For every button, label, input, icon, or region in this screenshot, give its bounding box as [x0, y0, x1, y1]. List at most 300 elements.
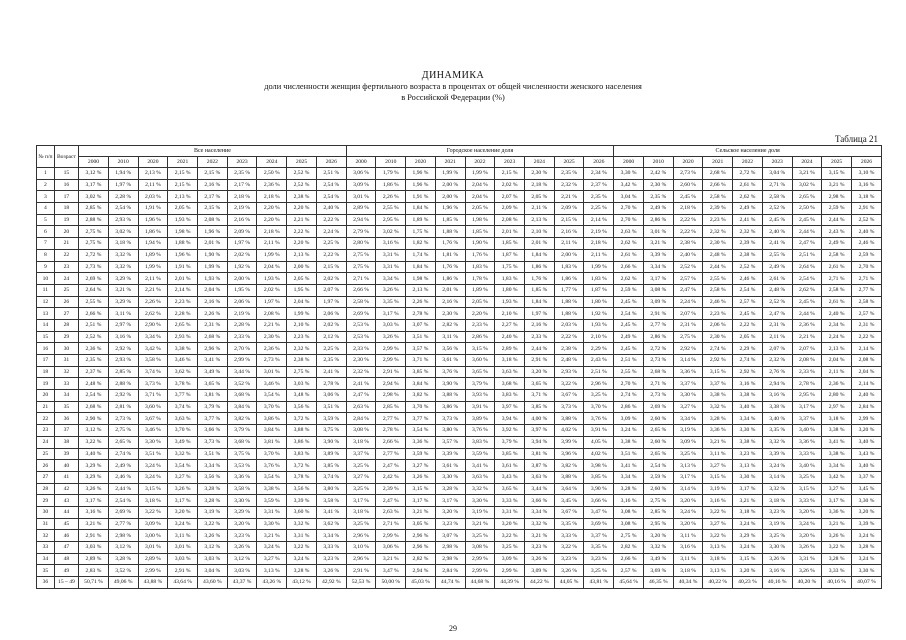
- cell-urban: 3,96 %: [554, 448, 584, 460]
- cell-all: 2,26 %: [138, 296, 168, 308]
- cell-rural: 3,20 %: [851, 506, 881, 518]
- cell-urban: 3,73 %: [554, 401, 584, 413]
- cell-rural: 2,36 %: [792, 319, 822, 331]
- cell-all: 2,15 %: [168, 168, 198, 180]
- cell-all: 3,23 %: [316, 553, 346, 565]
- cell-urban: 3,37 %: [346, 448, 376, 460]
- cell-rural: 2,34 %: [822, 319, 852, 331]
- cell-all: 3,48 %: [287, 390, 317, 402]
- cell-rural: 3,18 %: [673, 565, 703, 577]
- cell-rural: 3,18 %: [762, 495, 792, 507]
- cell-urban: 1,76 %: [435, 261, 465, 273]
- cell-urban: 2,47 %: [346, 390, 376, 402]
- cell-urban: 3,44 %: [525, 483, 555, 495]
- cell-urban: 2,96 %: [584, 378, 614, 390]
- cell-urban: 2,40 %: [495, 331, 525, 343]
- cell-all: 3,17 %: [79, 179, 109, 191]
- cell-rural: 2,57 %: [733, 296, 763, 308]
- cell-all: 2,35 %: [79, 355, 109, 367]
- row-age: 25: [54, 284, 78, 296]
- cell-all: 2,11 %: [138, 179, 168, 191]
- cell-rural: 3,27 %: [673, 401, 703, 413]
- cell-urban: 2,85 %: [376, 401, 406, 413]
- cell-urban: 3,31 %: [376, 249, 406, 261]
- cell-rural: 3,18 %: [851, 191, 881, 203]
- cell-all: 3,20 %: [227, 518, 257, 530]
- cell-urban: 3,41 %: [465, 460, 495, 472]
- cell-all: 2,74 %: [108, 448, 138, 460]
- cell-rural: 3,15 %: [703, 366, 733, 378]
- cell-all: 3,65 %: [198, 378, 228, 390]
- cell-urban: 2,58 %: [346, 296, 376, 308]
- cell-urban: 3,63 %: [465, 471, 495, 483]
- cell-all: 3,11 %: [108, 308, 138, 320]
- cell-urban: 1,90 %: [465, 238, 495, 250]
- cell-all: 3,29 %: [79, 471, 109, 483]
- cell-all: 3,12 %: [227, 553, 257, 565]
- cell-all: 1,97 %: [227, 238, 257, 250]
- cell-all: 3,78 %: [287, 471, 317, 483]
- cell-urban: 1,83 %: [554, 261, 584, 273]
- cell-all: 2,90 %: [79, 413, 109, 425]
- cell-rural: 3,30 %: [733, 471, 763, 483]
- cell-all: 3,51 %: [198, 448, 228, 460]
- cell-urban: 2,42 %: [376, 471, 406, 483]
- cell-urban: 3,07 %: [406, 319, 436, 331]
- cell-rural: 3,40 %: [792, 460, 822, 472]
- cell-all: 3,32 %: [287, 518, 317, 530]
- cell-rural: 3,33 %: [792, 448, 822, 460]
- cell-all: 3,83 %: [287, 448, 317, 460]
- cell-all: 3,88 %: [287, 425, 317, 437]
- row-age: 19: [54, 214, 78, 226]
- cell-rural: 2,59 %: [643, 471, 673, 483]
- cell-urban: 2,55 %: [376, 203, 406, 215]
- cell-all: 3,17 %: [79, 495, 109, 507]
- cell-rural: 2,31 %: [762, 319, 792, 331]
- cell-all: 2,02 %: [227, 249, 257, 261]
- cell-all: 3,26 %: [79, 483, 109, 495]
- table-row: [37, 460, 882, 472]
- cell-urban: 1,93 %: [584, 319, 614, 331]
- cell-urban: 3,06 %: [346, 168, 376, 180]
- header-year-all: 2020: [138, 157, 168, 168]
- cell-rural: 2,22 %: [851, 331, 881, 343]
- cell-urban: 3,26 %: [376, 331, 406, 343]
- cell-urban: 1,99 %: [465, 168, 495, 180]
- cell-all: 3,24 %: [138, 460, 168, 472]
- cell-urban: 3,94 %: [495, 413, 525, 425]
- cell-urban: 3,25 %: [495, 542, 525, 554]
- row-number: 4: [37, 203, 55, 215]
- cell-urban: 3,97 %: [495, 401, 525, 413]
- cell-rural: 2,40 %: [673, 249, 703, 261]
- cell-urban: 2,04 %: [465, 191, 495, 203]
- cell-urban: 2,37 %: [584, 179, 614, 191]
- cell-urban: 3,83 %: [495, 390, 525, 402]
- cell-rural: 3,15 %: [822, 168, 852, 180]
- cell-rural: 2,58 %: [822, 284, 852, 296]
- cell-urban: 2,79 %: [346, 226, 376, 238]
- cell-urban: 1,76 %: [525, 273, 555, 285]
- cell-rural: 3,33 %: [822, 565, 852, 577]
- cell-rural: 3,41 %: [614, 460, 644, 472]
- cell-all: 2,75 %: [287, 366, 317, 378]
- cell-all: 3,80 %: [316, 483, 346, 495]
- cell-rural: 2,49 %: [643, 203, 673, 215]
- cell-rural: 3,32 %: [643, 542, 673, 554]
- cell-rural: 3,26 %: [762, 553, 792, 565]
- cell-rural: 2,91 %: [851, 203, 881, 215]
- table-row: [37, 436, 882, 448]
- cell-urban: 2,11 %: [584, 249, 614, 261]
- cell-urban: 2,34 %: [584, 168, 614, 180]
- cell-urban: 3,25 %: [346, 483, 376, 495]
- table-row: [37, 577, 882, 589]
- cell-rural: 2,46 %: [733, 273, 763, 285]
- cell-rural: 2,05 %: [733, 331, 763, 343]
- cell-urban: 2,05 %: [465, 296, 495, 308]
- cell-rural: 2,44 %: [703, 261, 733, 273]
- cell-urban: 1,85 %: [465, 226, 495, 238]
- cell-all: 3,11 %: [168, 530, 198, 542]
- cell-rural: 2,69 %: [643, 401, 673, 413]
- cell-all: 3,79 %: [227, 425, 257, 437]
- cell-urban: 3,18 %: [495, 355, 525, 367]
- row-number: 27: [37, 471, 55, 483]
- cell-all: 2,08 %: [257, 308, 287, 320]
- row-number: 14: [37, 319, 55, 331]
- cell-urban: 3,15 %: [406, 483, 436, 495]
- cell-rural: 3,20 %: [643, 530, 673, 542]
- cell-urban: 2,32 %: [346, 366, 376, 378]
- cell-rural: 2,70 %: [851, 261, 881, 273]
- cell-rural: 2,70 %: [614, 214, 644, 226]
- cell-rural: 3,09 %: [614, 413, 644, 425]
- cell-urban: 4,02 %: [584, 448, 614, 460]
- cell-all: 3,53 %: [227, 460, 257, 472]
- cell-rural: 3,22 %: [822, 542, 852, 554]
- cell-all: 2,93 %: [168, 331, 198, 343]
- cell-all: 3,42 %: [138, 343, 168, 355]
- table-row: [37, 530, 882, 542]
- cell-rural: 3,37 %: [792, 413, 822, 425]
- cell-all: 3,33 %: [316, 542, 346, 554]
- cell-all: 2,54 %: [316, 179, 346, 191]
- row-number: 29: [37, 495, 55, 507]
- cell-urban: 3,47 %: [376, 565, 406, 577]
- cell-rural: 3,28 %: [822, 553, 852, 565]
- cell-rural: 3,40 %: [762, 413, 792, 425]
- cell-rural: 3,38 %: [822, 448, 852, 460]
- table-row: [37, 214, 882, 226]
- cell-urban: 3,32 %: [465, 483, 495, 495]
- cell-rural: 2,52 %: [851, 214, 881, 226]
- cell-all: 2,99 %: [227, 355, 257, 367]
- cell-rural: 2,32 %: [733, 226, 763, 238]
- cell-urban: 2,94 %: [346, 214, 376, 226]
- cell-urban: 3,43 %: [495, 471, 525, 483]
- cell-urban: 1,76 %: [465, 249, 495, 261]
- cell-urban: 3,11 %: [435, 331, 465, 343]
- cell-rural: 3,20 %: [733, 565, 763, 577]
- cell-all: 3,52 %: [227, 378, 257, 390]
- cell-all: 2,37 %: [79, 366, 109, 378]
- cell-rural: 3,32 %: [762, 483, 792, 495]
- cell-urban: 3,26 %: [525, 553, 555, 565]
- cell-rural: 3,28 %: [614, 483, 644, 495]
- cell-all: 2,54 %: [316, 191, 346, 203]
- table-row: [37, 553, 882, 565]
- cell-all: 1,94 %: [108, 168, 138, 180]
- cell-all: 3,29 %: [108, 296, 138, 308]
- cell-rural: 3,24 %: [762, 460, 792, 472]
- cell-all: 3,60 %: [138, 401, 168, 413]
- cell-rural: 2,29 %: [733, 343, 763, 355]
- cell-rural: 3,11 %: [703, 448, 733, 460]
- cell-rural: 3,45 %: [851, 483, 881, 495]
- cell-all: 2,91 %: [79, 530, 109, 542]
- cell-rural: 2,85 %: [643, 506, 673, 518]
- cell-all: 3,60 %: [287, 506, 317, 518]
- cell-rural: 3,04 %: [614, 191, 644, 203]
- cell-rural: 3,21 %: [733, 495, 763, 507]
- cell-urban: 3,07 %: [435, 530, 465, 542]
- cell-all: 2,20 %: [287, 238, 317, 250]
- cell-rural: 3,24 %: [614, 425, 644, 437]
- row-age: 32: [54, 366, 78, 378]
- cell-all: 2,05 %: [168, 203, 198, 215]
- cell-all: 3,09 %: [138, 518, 168, 530]
- cell-rural: 2,86 %: [643, 214, 673, 226]
- row-age: 36: [54, 413, 78, 425]
- header-year-rural: 2000: [614, 157, 644, 168]
- cell-rural: 3,16 %: [703, 495, 733, 507]
- cell-urban: 2,91 %: [346, 565, 376, 577]
- header-year-urban: 2000: [346, 157, 376, 168]
- cell-urban: 3,17 %: [346, 495, 376, 507]
- cell-urban: 1,87 %: [495, 249, 525, 261]
- cell-all: 2,38 %: [287, 191, 317, 203]
- cell-all: 2,02 %: [316, 273, 346, 285]
- row-number: 16: [37, 343, 55, 355]
- cell-rural: 3,24 %: [792, 518, 822, 530]
- cell-rural: 3,21 %: [703, 436, 733, 448]
- cell-rural: 2,58 %: [703, 191, 733, 203]
- cell-urban: 3,32 %: [525, 518, 555, 530]
- cell-urban: 1,99 %: [584, 261, 614, 273]
- cell-urban: 2,96 %: [406, 530, 436, 542]
- cell-urban: 2,33 %: [465, 319, 495, 331]
- cell-rural: 2,45 %: [733, 308, 763, 320]
- cell-rural: 2,45 %: [792, 214, 822, 226]
- cell-rural: 2,32 %: [762, 355, 792, 367]
- cell-rural: 2,74 %: [733, 355, 763, 367]
- cell-rural: 2,30 %: [703, 238, 733, 250]
- cell-urban: 1,82 %: [406, 238, 436, 250]
- cell-urban: 2,00 %: [435, 179, 465, 191]
- cell-rural: 3,21 %: [643, 238, 673, 250]
- cell-rural: 3,38 %: [733, 390, 763, 402]
- row-age: 23: [54, 261, 78, 273]
- row-number: 8: [37, 249, 55, 261]
- table-row: [37, 542, 882, 554]
- cell-urban: 1,97 %: [525, 308, 555, 320]
- cell-rural: 2,50 %: [792, 203, 822, 215]
- cell-rural: 3,34 %: [643, 261, 673, 273]
- table-row: [37, 390, 882, 402]
- cell-all: 2,36 %: [257, 343, 287, 355]
- cell-all: 1,90 %: [198, 249, 228, 261]
- cell-rural: 3,16 %: [673, 542, 703, 554]
- cell-urban: 2,99 %: [376, 343, 406, 355]
- cell-urban: 45,03 %: [406, 577, 436, 589]
- cell-all: 3,63 %: [168, 413, 198, 425]
- cell-all: 2,73 %: [108, 413, 138, 425]
- cell-rural: 3,16 %: [851, 179, 881, 191]
- cell-urban: 2,19 %: [584, 226, 614, 238]
- cell-urban: 3,26 %: [406, 471, 436, 483]
- cell-urban: 3,76 %: [435, 366, 465, 378]
- cell-urban: 3,71 %: [525, 390, 555, 402]
- table-row: [37, 249, 882, 261]
- cell-all: 2,97 %: [108, 319, 138, 331]
- cell-urban: 2,27 %: [495, 319, 525, 331]
- cell-all: 2,13 %: [287, 249, 317, 261]
- cell-urban: 1,83 %: [584, 273, 614, 285]
- cell-rural: 2,51 %: [792, 249, 822, 261]
- cell-urban: 1,75 %: [406, 226, 436, 238]
- cell-rural: 3,34 %: [614, 471, 644, 483]
- cell-all: 1,97 %: [257, 296, 287, 308]
- cell-all: 2,05 %: [287, 273, 317, 285]
- table-row: [37, 506, 882, 518]
- row-age: 26: [54, 296, 78, 308]
- header-year-urban: 2020: [406, 157, 436, 168]
- cell-rural: 3,17 %: [792, 401, 822, 413]
- cell-urban: 2,02 %: [495, 179, 525, 191]
- cell-all: 49,06 %: [108, 577, 138, 589]
- cell-all: 2,72 %: [79, 249, 109, 261]
- cell-urban: 1,88 %: [554, 308, 584, 320]
- cell-urban: 2,89 %: [495, 343, 525, 355]
- cell-all: 3,46 %: [168, 355, 198, 367]
- cell-urban: 3,17 %: [376, 308, 406, 320]
- cell-all: 1,96 %: [198, 226, 228, 238]
- table-row: [37, 319, 882, 331]
- cell-rural: 3,49 %: [643, 553, 673, 565]
- cell-rural: 3,32 %: [762, 436, 792, 448]
- cell-rural: 2,57 %: [673, 273, 703, 285]
- cell-rural: 2,57 %: [851, 308, 881, 320]
- cell-rural: 2,30 %: [703, 331, 733, 343]
- cell-all: 3,54 %: [168, 460, 198, 472]
- cell-rural: 2,22 %: [733, 319, 763, 331]
- cell-all: 1,95 %: [227, 284, 257, 296]
- cell-urban: 3,25 %: [584, 565, 614, 577]
- cell-rural: 2,43 %: [822, 226, 852, 238]
- cell-rural: 2,61 %: [614, 249, 644, 261]
- cell-all: 3,49 %: [198, 366, 228, 378]
- cell-rural: 2,57 %: [614, 565, 644, 577]
- cell-all: 2,38 %: [287, 355, 317, 367]
- cell-urban: 2,91 %: [376, 366, 406, 378]
- header-year-all: 2025: [287, 157, 317, 168]
- cell-urban: 2,15 %: [495, 168, 525, 180]
- cell-rural: 2,52 %: [733, 261, 763, 273]
- cell-urban: 2,03 %: [554, 319, 584, 331]
- header-year-rural: 2022: [733, 157, 763, 168]
- header-year-all: 2023: [227, 157, 257, 168]
- cell-all: 2,06 %: [227, 296, 257, 308]
- cell-rural: 2,14 %: [851, 378, 881, 390]
- cell-rural: 2,45 %: [673, 191, 703, 203]
- cell-urban: 3,27 %: [406, 460, 436, 472]
- cell-urban: 2,66 %: [376, 436, 406, 448]
- cell-urban: 2,38 %: [554, 343, 584, 355]
- cell-urban: 1,91 %: [406, 191, 436, 203]
- cell-rural: 2,54 %: [792, 273, 822, 285]
- row-number: 10: [37, 273, 55, 285]
- cell-rural: 2,65 %: [643, 425, 673, 437]
- table-row: [37, 331, 882, 343]
- cell-rural: 2,24 %: [822, 331, 852, 343]
- cell-all: 2,92 %: [108, 390, 138, 402]
- cell-all: 2,22 %: [316, 249, 346, 261]
- cell-rural: 2,23 %: [703, 214, 733, 226]
- row-number: 20: [37, 390, 55, 402]
- cell-urban: 4,05 %: [584, 436, 614, 448]
- cell-all: 3,26 %: [168, 483, 198, 495]
- cell-all: 2,89 %: [79, 553, 109, 565]
- cell-urban: 2,33 %: [346, 343, 376, 355]
- cell-all: 3,03 %: [168, 553, 198, 565]
- cell-all: 2,09 %: [227, 226, 257, 238]
- cell-rural: 2,51 %: [614, 355, 644, 367]
- cell-all: 3,77 %: [198, 413, 228, 425]
- cell-urban: 3,23 %: [525, 542, 555, 554]
- cell-urban: 3,76 %: [584, 413, 614, 425]
- cell-urban: 2,63 %: [376, 506, 406, 518]
- cell-rural: 2,38 %: [673, 238, 703, 250]
- cell-rural: 2,75 %: [614, 530, 644, 542]
- cell-all: 1,93 %: [198, 273, 228, 285]
- cell-all: 2,66 %: [79, 308, 109, 320]
- cell-rural: 40,34 %: [673, 577, 703, 589]
- cell-all: 2,15 %: [198, 168, 228, 180]
- cell-urban: 1,83 %: [495, 273, 525, 285]
- cell-rural: 3,04 %: [762, 168, 792, 180]
- cell-rural: 2,06 %: [703, 319, 733, 331]
- cell-rural: 2,47 %: [792, 238, 822, 250]
- cell-all: 3,21 %: [108, 284, 138, 296]
- cell-urban: 3,30 %: [465, 495, 495, 507]
- cell-all: 50,71 %: [79, 577, 109, 589]
- cell-rural: 3,26 %: [792, 565, 822, 577]
- cell-all: 2,18 %: [227, 191, 257, 203]
- cell-rural: 46,35 %: [643, 577, 673, 589]
- cell-all: 3,27 %: [168, 471, 198, 483]
- cell-all: 3,41 %: [316, 506, 346, 518]
- cell-all: 3,23 %: [227, 530, 257, 542]
- cell-urban: 2,26 %: [376, 191, 406, 203]
- cell-all: 2,19 %: [227, 308, 257, 320]
- cell-all: 3,22 %: [287, 542, 317, 554]
- cell-rural: 2,24 %: [673, 296, 703, 308]
- header-year-rural: 2021: [703, 157, 733, 168]
- table-row: [37, 191, 882, 203]
- table-row: [37, 273, 882, 285]
